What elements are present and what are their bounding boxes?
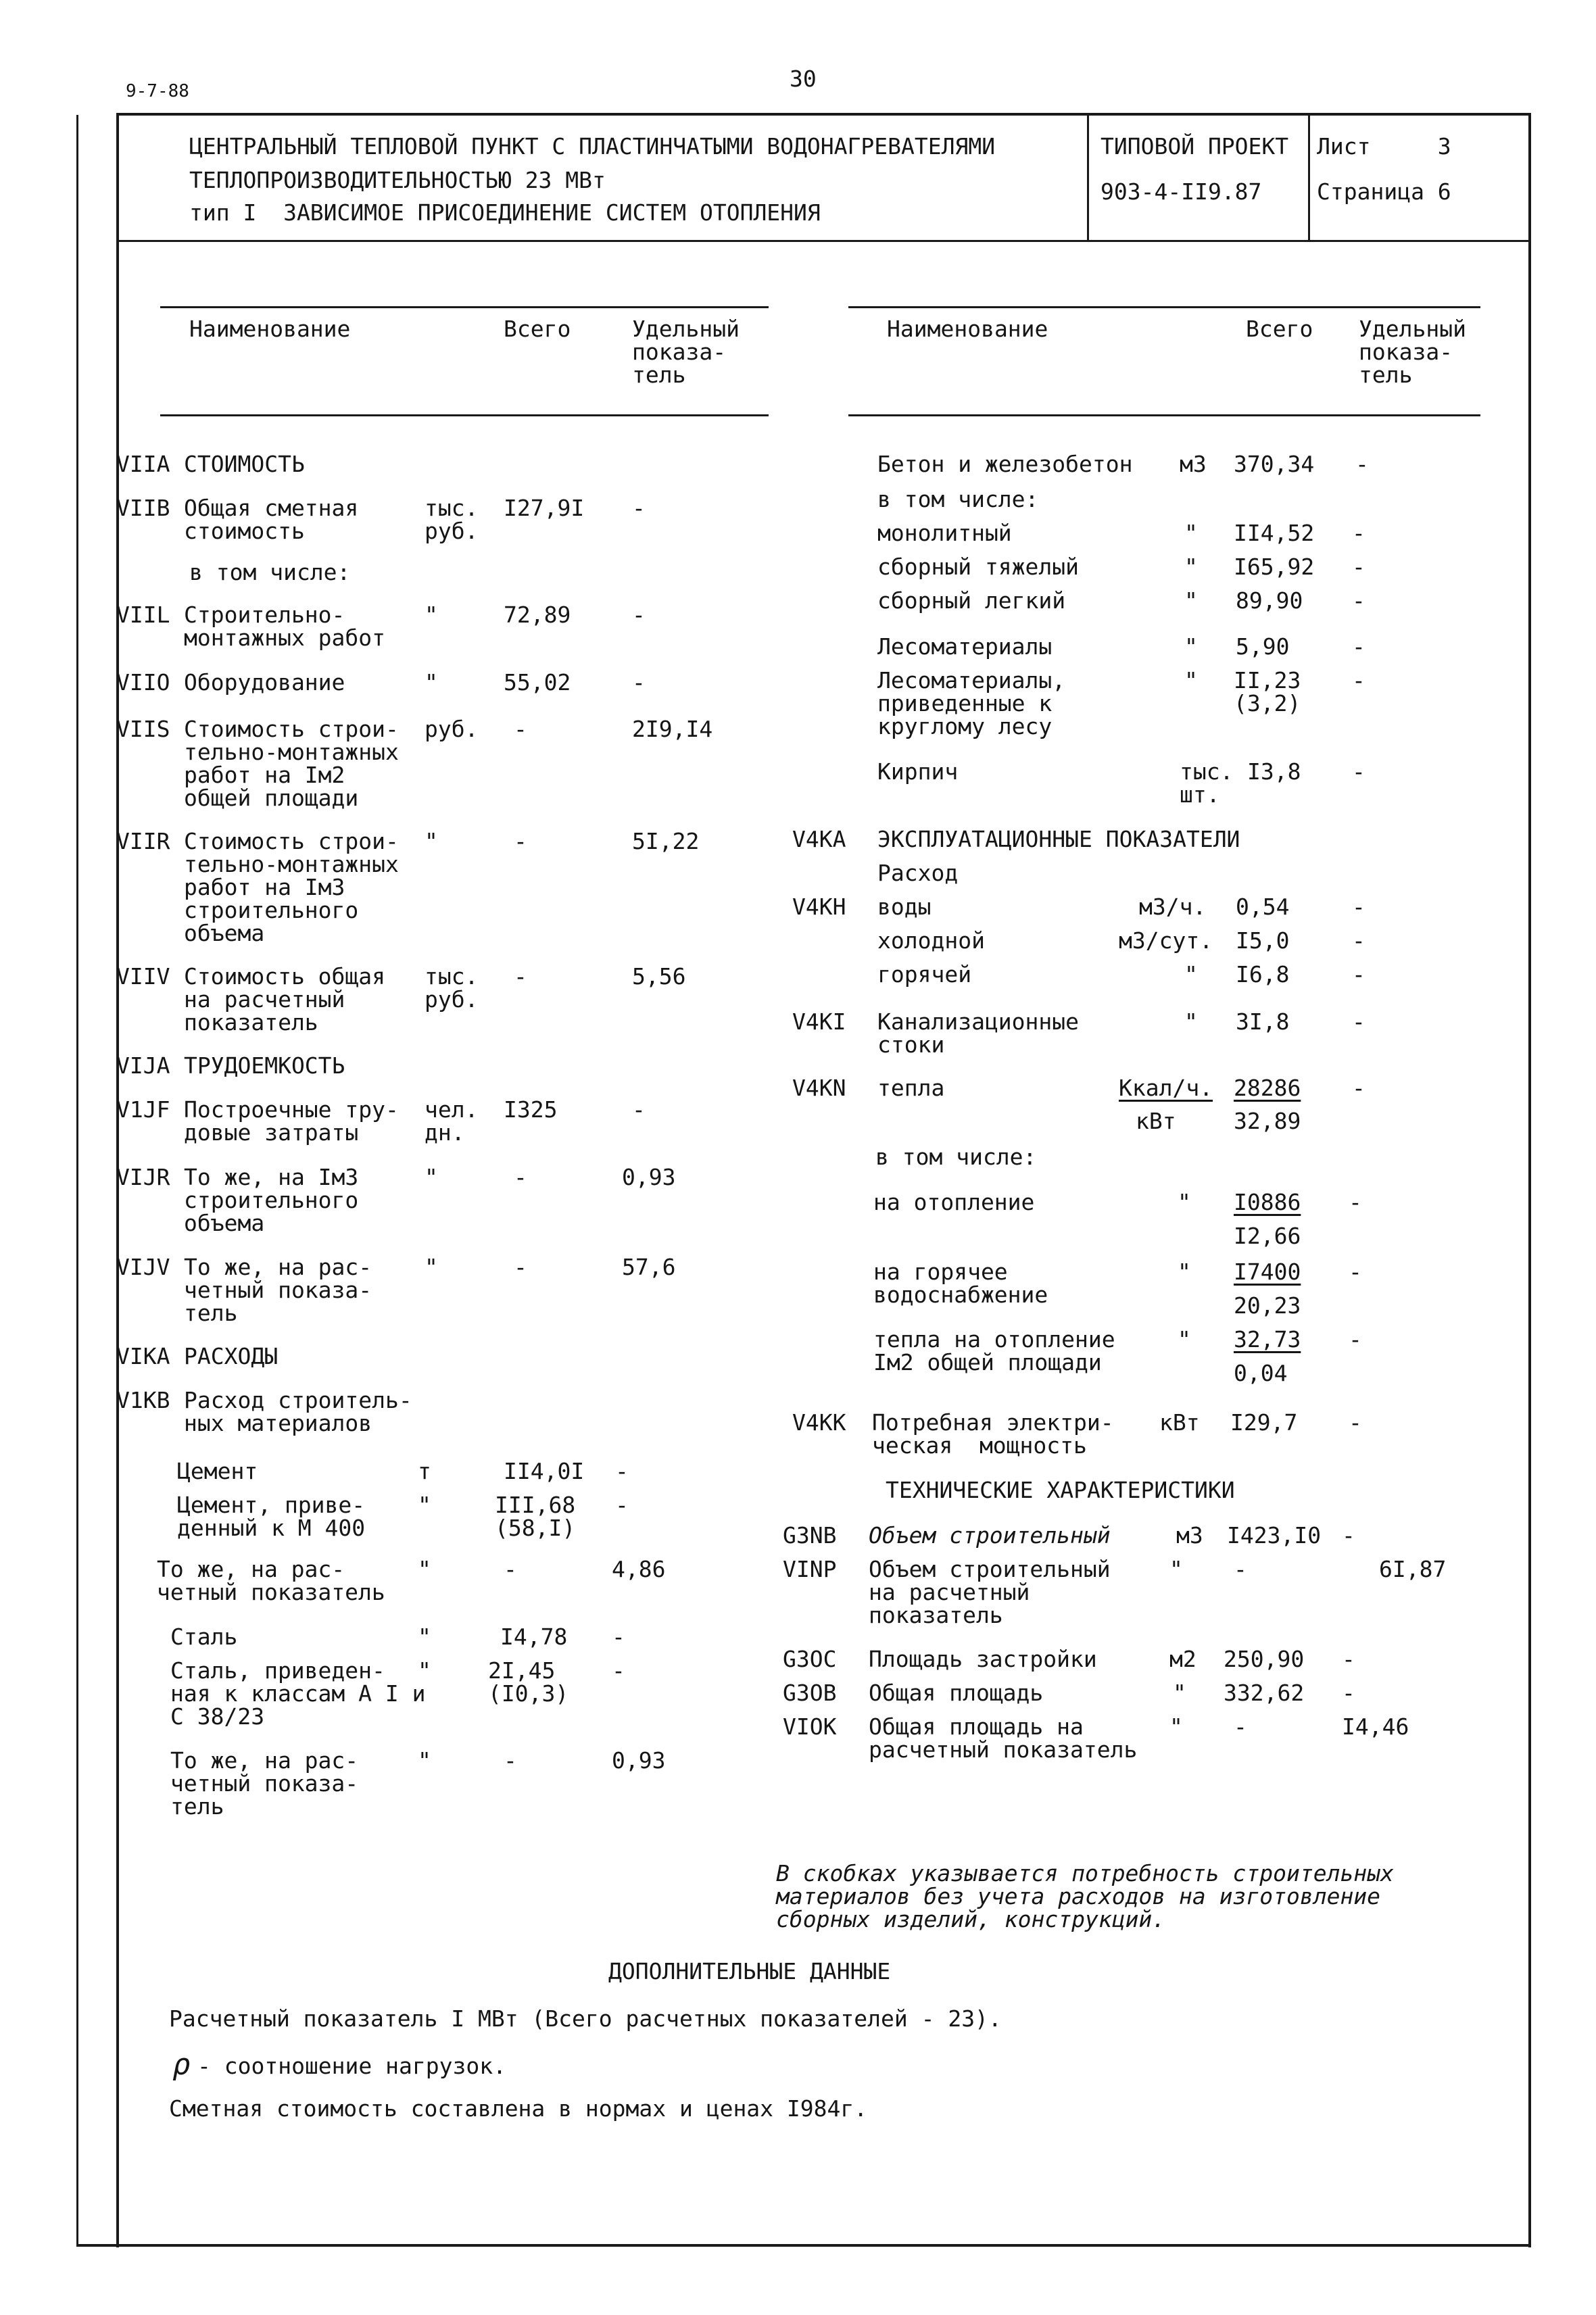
row-specific: - [1352,554,1365,580]
row-name: Стоимость строи- тельно-монтажных работ на Iм2 общей площади [184,716,399,811]
row-code: V4KI [792,1008,846,1035]
row-total: 55,02 [504,669,571,696]
row-unit: " [1178,1326,1191,1353]
row-code: VIJA [116,1052,170,1079]
row-unit: " [1184,633,1198,660]
row-total: - [514,1164,527,1190]
row-total: I423,I0 [1227,1522,1322,1549]
row-total: - [504,1556,517,1582]
row-name: Потребная электри- ческая мощность [872,1409,1114,1459]
row-total-2: I2,66 [1234,1223,1301,1249]
header-divider-2 [1308,113,1310,241]
row-specific: - [632,495,646,521]
extra-line-1: Расчетный показатель I МВт (Всего расчетных показателей - 23). [169,2005,1002,2032]
row-code: VIJV [116,1254,170,1280]
row-code: V4KA [792,826,846,852]
row-unit: " [418,1657,431,1684]
row-total: - [514,828,527,854]
row-name: То же, на рас- четный показатель [157,1556,385,1605]
margin-note: 9-7-88 [126,81,189,101]
row-code: VIIR [116,828,170,854]
row-unit: тыс. руб. [425,495,479,544]
row-unit-2: кВт [1136,1108,1176,1134]
row-name: Общая площадь [869,1680,1044,1706]
row-specific: I4,46 [1342,1713,1409,1740]
row-code: VIJR [116,1164,170,1190]
extra-line-2: - соотношение нагрузок. [197,2053,506,2079]
row-specific: - [1352,520,1365,546]
row-unit: " [1184,961,1198,988]
project-label: ТИПОВОЙ ПРОЕКТ [1101,133,1289,160]
row-unit: " [1184,520,1198,546]
row-total: I27,9I [504,495,585,521]
row-name: ЭКСПЛУАТАЦИОННЫЕ ПОКАЗАТЕЛИ [877,826,1240,852]
right-col-specific-header: Удельный показа- тель [1359,316,1466,388]
row-total-2: 0,04 [1234,1360,1288,1386]
row-unit: " [425,1164,438,1190]
row-specific: 2I9,I4 [632,716,713,742]
row-name: Лесоматериалы [877,633,1053,660]
row-code: V4KN [792,1075,846,1101]
row-name: холодной [877,927,985,954]
left-col-specific-header: Удельный показа- тель [632,316,740,388]
row-code: VIIS [116,716,170,742]
row-name: в том числе: [189,559,351,585]
row-name: То же, на рас- четный показа- тель [184,1254,372,1326]
row-unit: " [1184,667,1198,693]
row-total: III,68 (58,I) [495,1492,576,1541]
row-name: Объем строительный [869,1522,1111,1549]
row-specific: 4,86 [612,1556,666,1582]
row-code: V1KB [116,1387,170,1413]
row-name: тепла на отопление Iм2 общей площади [873,1326,1115,1375]
row-unit: т [418,1458,431,1484]
row-specific: - [1352,587,1365,614]
row-code: G3OC [783,1646,837,1672]
row-name: Канализационные стоки [877,1008,1080,1058]
row-total: - [514,963,527,990]
row-specific: - [1349,1259,1362,1285]
row-name: То же, на Iм3 строительного объема [184,1164,359,1236]
row-specific: - [1342,1680,1355,1706]
row-total: I5,0 [1236,927,1290,954]
row-total: 0,54 [1236,894,1290,920]
row-total: I29,7 [1230,1409,1298,1436]
row-unit: " [1184,1008,1198,1035]
row-name: на горячее водоснабжение [873,1259,1048,1308]
row-code: G3OB [783,1680,837,1706]
row-total: - [514,1254,527,1280]
frame-top [116,113,1530,116]
row-specific: - [612,1657,625,1684]
row-code: VIIO [116,669,170,696]
row-unit: кВт [1159,1409,1200,1436]
row-unit: м3 [1180,451,1207,477]
row-specific: - [1352,1008,1365,1035]
row-unit: м3 [1176,1522,1203,1549]
row-total-2: 20,23 [1234,1292,1301,1319]
row-specific: - [1349,1409,1362,1436]
row-code: VIOK [783,1713,837,1740]
row-specific: 5,56 [632,963,686,990]
row-name: Общая площадь на расчетный показатель [869,1713,1138,1763]
row-total: 370,34 [1234,451,1315,477]
row-specific: - [632,602,646,628]
row-total: 5,90 [1236,633,1290,660]
row-name: Оборудование [184,669,345,696]
right-col-name-header: Наименование [887,316,1048,342]
row-name: Цемент [177,1458,258,1484]
header-divider-1 [1087,113,1089,241]
row-unit: " [1184,554,1198,580]
row-total: 89,90 [1236,587,1303,614]
row-name: Площадь застройки [869,1646,1097,1672]
row-name: Цемент, приве- денный к М 400 [177,1492,366,1541]
row-unit: " [1178,1259,1191,1285]
row-name: сборный легкий [877,587,1066,614]
row-specific: - [1342,1646,1355,1672]
row-unit: " [1173,1680,1186,1706]
row-unit: " [1169,1713,1183,1740]
footnote: В скобках указывается потребность строительных материалов без учета расходов на изготовление сборных изделий, конструкций. [776,1860,1394,1932]
row-name: РАСХОДЫ [184,1343,279,1369]
row-name: Строительно- монтажных работ [184,602,386,651]
row-total: 72,89 [504,602,571,628]
row-unit: руб. [425,716,479,742]
left-col-total-header: Всего [504,316,571,342]
row-total: 32,73 [1234,1326,1301,1353]
right-col-total-header: Всего [1246,316,1313,342]
row-specific: - [1352,633,1365,660]
extra-line-3: Сметная стоимость составлена в нормах и ценах I984г. [169,2095,868,2122]
outer-left [76,115,78,2246]
row-specific: - [1352,667,1365,693]
row-specific: - [1349,1326,1362,1353]
row-total-2: 32,89 [1234,1108,1301,1134]
row-code: VIIA [116,451,170,477]
row-specific: 5I,22 [632,828,700,854]
rho-symbol: ρ [172,2047,191,2082]
title-line-2: ТЕПЛОПРОИЗВОДИТЕЛЬНОСТЬЮ 23 МВт [189,167,606,193]
row-name: СТОИМОСТЬ [184,451,305,477]
row-unit: " [425,828,438,854]
left-table-bottom-rule [160,414,769,416]
row-name: Стоимость строи- тельно-монтажных работ на Iм3 строительного объема [184,828,399,946]
row-unit: " [1184,587,1198,614]
page-label: Страница 6 [1317,178,1451,205]
row-total: - [514,716,527,742]
row-name: на отопление [873,1189,1035,1215]
row-total: I65,92 [1234,554,1315,580]
extra-title: ДОПОЛНИТЕЛЬНЫЕ ДАННЫЕ [608,1958,891,1984]
row-total: I4,78 [500,1624,568,1650]
row-specific: - [632,1096,646,1123]
row-specific: - [1352,961,1365,988]
row-unit: " [418,1556,431,1582]
row-total: 250,90 [1224,1646,1305,1672]
row-specific: 57,6 [622,1254,676,1280]
right-table-bottom-rule [848,414,1480,416]
row-unit: " [1178,1189,1191,1215]
row-specific: - [1352,927,1365,954]
row-name: Сталь [170,1624,238,1650]
row-specific: - [1352,1075,1365,1101]
row-total: 332,62 [1224,1680,1305,1706]
left-table-top-rule [160,306,769,308]
row-code: VIIB [116,495,170,521]
row-name: в том числе: [877,486,1039,512]
row-specific: - [1352,758,1365,785]
row-code: VIIL [116,602,170,628]
row-total: 2I,45 (I0,3) [488,1657,569,1707]
project-number: 903-4-II9.87 [1101,178,1262,205]
row-name: ТРУДОЕМКОСТЬ [184,1052,345,1079]
row-total: I0886 [1234,1189,1301,1215]
row-total: II,23 (3,2) [1234,667,1301,716]
row-total: 3I,8 [1236,1008,1290,1035]
row-total: - [1234,1556,1247,1582]
row-code: G3NB [783,1522,837,1549]
row-name: Расход строитель- ных материалов [184,1387,412,1436]
row-name: горячей [877,961,972,988]
row-unit: тыс. руб. [425,963,479,1013]
row-code: V4KK [792,1409,846,1436]
row-unit: " [418,1624,431,1650]
row-unit: тыс. шт. [1180,758,1234,808]
row-specific: - [612,1624,625,1650]
row-name: монолитный [877,520,1012,546]
row-name: То же, на рас- четный показа- тель [170,1747,359,1820]
row-unit: м3/сут. [1119,927,1213,954]
row-specific: 0,93 [622,1164,676,1190]
row-unit: Ккал/ч. [1119,1075,1213,1101]
row-specific: - [632,669,646,696]
row-unit: м2 [1169,1646,1196,1672]
row-total: II4,0I [504,1458,585,1484]
row-total: I325 [504,1096,558,1123]
row-name: тепла [877,1075,945,1101]
row-total: - [504,1747,517,1774]
row-total: - [1234,1713,1247,1740]
row-specific: - [615,1458,629,1484]
row-name: Кирпич [877,758,959,785]
row-specific: - [1355,451,1369,477]
row-name: Расход [877,860,959,886]
row-total: I7400 [1234,1259,1301,1285]
row-specific: 0,93 [612,1747,666,1774]
row-name: в том числе: [875,1144,1037,1170]
row-code: V1JF [116,1096,170,1123]
row-name: Стоимость общая на расчетный показатель [184,963,386,1035]
title-line-1: ЦЕНТРАЛЬНЫЙ ТЕПЛОВОЙ ПУНКТ С ПЛАСТИНЧАТЫМИ ВОДОНАГРЕВАТЕЛЯМИ [189,133,996,160]
row-code: VIKA [116,1343,170,1369]
row-name: Лесоматериалы, приведенные к круглому лесу [877,667,1066,739]
row-unit: " [418,1747,431,1774]
title-line-3: тип I ЗАВИСИМОЕ ПРИСОЕДИНЕНИЕ СИСТЕМ ОТОПЛЕНИЯ [189,199,821,226]
row-code: V4KH [792,894,846,920]
row-name: Бетон и железобетон [877,451,1133,477]
row-code: VINP [783,1556,837,1582]
page-number: 30 [790,66,817,92]
right-table-top-rule [848,306,1480,308]
row-name: воды [877,894,932,920]
row-unit: " [425,669,438,696]
row-unit: " [418,1492,431,1518]
row-total: II4,52 [1234,520,1315,546]
header-bottom [116,240,1530,242]
row-total: 28286 [1234,1075,1301,1101]
row-name: Общая сметная стоимость [184,495,359,544]
row-specific: - [1352,894,1365,920]
row-unit: " [425,602,438,628]
row-specific: - [615,1492,629,1518]
row-unit: " [425,1254,438,1280]
row-unit: " [1169,1556,1183,1582]
section-title: ТЕХНИЧЕСКИЕ ХАРАКТЕРИСТИКИ [886,1477,1235,1503]
frame-bottom [76,2244,1531,2247]
row-name: Построечные тру- довые затраты [184,1096,399,1146]
row-specific: - [1342,1522,1355,1549]
sheet-number: Лист 3 [1317,133,1451,160]
row-total: I6,8 [1236,961,1290,988]
left-col-name-header: Наименование [189,316,351,342]
row-unit: м3/ч. [1139,894,1207,920]
row-name: сборный тяжелый [877,554,1080,580]
row-name: Сталь, приведен- ная к классам А I и С 38/23 [170,1657,426,1730]
row-unit: чел. дн. [425,1096,479,1146]
row-code: VIIV [116,963,170,990]
row-specific: 6I,87 [1379,1556,1447,1582]
row-total: I3,8 [1247,758,1301,785]
frame-right [1528,113,1531,2247]
row-name: Объем строительный на расчетный показатель [869,1556,1111,1628]
row-specific: - [1349,1189,1362,1215]
